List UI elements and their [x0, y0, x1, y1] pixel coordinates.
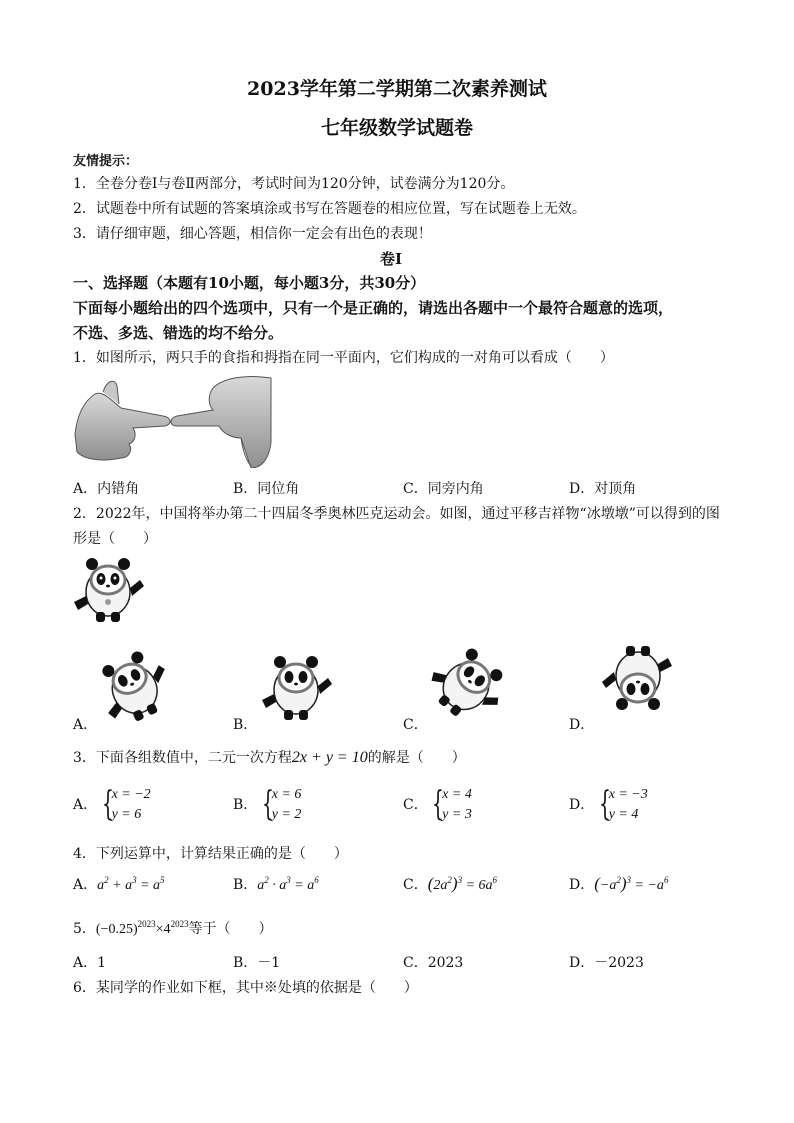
q5-exponent-2: 2023 [170, 919, 189, 929]
q1-option-c: C．同旁内角 [403, 481, 484, 497]
section-heading: 一、选择题（本题有10小题，每小题3分，共30分） [73, 274, 426, 292]
mascot-reference-image [70, 552, 146, 624]
q4-option-a [73, 874, 165, 894]
tip-item-2: 2．试题卷中所有试题的答案填涂或书写在答题卷的相应位置，写在试题卷上无效。 [73, 201, 586, 217]
q3-option-c-system: { x = 4 y = 3 [432, 784, 472, 824]
tips-heading: 友情提示： [73, 154, 139, 169]
q3-stem-prefix: 3．下面各组数值中，二元一次方程 [73, 750, 292, 766]
q3-option-b-label: B． [233, 797, 258, 813]
tip-item-3: 3．请仔细审题，细心答题，相信你一定会有出色的表现！ [73, 226, 432, 242]
q5-times-four: ×4 [155, 922, 171, 937]
section-instruction-1: 下面每小题给出的四个选项中，只有一个是正确的，请选出各题中一个最符合题意的选项， [73, 299, 674, 317]
q3-stem-suffix: 的解是（ ） [367, 750, 466, 766]
system-row: y = 2 [271, 807, 302, 822]
q3-option-a-label: A． [73, 797, 98, 813]
hands-figure [73, 372, 273, 468]
q5-option-c: C．2023 [403, 955, 464, 971]
exam-subtitle: 七年级数学试题卷 [320, 117, 473, 139]
q5-option-b: B．－1 [233, 955, 281, 971]
q4-option-a-label: A． [73, 877, 98, 893]
q2-stem-line-2: 形是（ ） [73, 531, 157, 547]
system-row: y = 6 [111, 807, 142, 822]
q5-prefix: 5． [73, 921, 96, 937]
q4-option-c-label: C． [403, 877, 428, 893]
mascot-option-a-image [95, 650, 171, 722]
system-row: x = −3 [608, 787, 648, 802]
q4-option-b-expr: $a^2 \cdot a^3 = a^6$ [257, 875, 319, 893]
q4-option-c-expr: $(2a^2)^3 = 6a^6$ [427, 874, 498, 893]
q3-option-d-label: D． [569, 797, 595, 813]
q3-option-c-label: C． [403, 797, 428, 813]
q5-suffix: 等于（ ） [188, 921, 273, 937]
q2-option-b-label: B． [233, 717, 258, 733]
q6-stem: 6．某同学的作业如下框，其中※处填的依据是（ ） [73, 980, 418, 996]
q5-option-d: D．－2023 [569, 955, 644, 971]
q1-option-a: A．内错角 [73, 481, 140, 497]
system-row: y = 4 [608, 807, 639, 822]
q4-option-b [233, 874, 319, 894]
section-instruction-2: 不选、多选、错选的均不给分。 [73, 324, 284, 342]
mascot-option-d-image [596, 636, 680, 720]
q5-stem [73, 918, 273, 938]
q2-stem-line-1: 2．2022年，中国将举办第二十四届冬季奥林匹克运动会。如图，通过平移吉祥物“冰墩墩”可以得到的图 [73, 506, 720, 522]
q4-option-a-expr: $a^2 + a^3 = a^5$ [97, 875, 165, 893]
q4-option-d-expr: $(-a^2)^3 = -a^6$ [594, 874, 669, 893]
q5-option-a: A．1 [73, 955, 107, 971]
q1-option-b: B．同位角 [233, 481, 300, 497]
q5-exponent-1: 2023 [137, 919, 156, 929]
q2-option-a-label: A． [73, 717, 98, 733]
q1-option-d: D．对顶角 [569, 481, 637, 497]
q4-stem: 4．下列运算中，计算结果正确的是（ ） [73, 846, 348, 862]
q4-option-d [569, 874, 668, 894]
q3-option-b-system: { x = 6 y = 2 [261, 784, 302, 824]
mascot-option-b-image [258, 650, 334, 722]
mascot-option-c-image [428, 645, 508, 723]
tip-item-1: 1．全卷分卷Ⅰ与卷Ⅱ两部分，考试时间为120分钟，试卷满分为120分。 [73, 176, 515, 192]
system-row: x = −2 [111, 787, 151, 802]
q4-option-b-label: B． [233, 877, 258, 893]
q4-option-c [403, 874, 497, 894]
q4-option-d-label: D． [569, 877, 595, 893]
exam-title: 2023学年第二学期第二次素养测试 [247, 78, 547, 100]
q2-option-d-label: D． [569, 717, 595, 733]
q1-stem: 1．如图所示，两只手的食指和拇指在同一平面内，它们构成的一对角可以看成（ ） [73, 350, 614, 366]
volume-label: 卷Ⅰ [380, 250, 403, 268]
system-row: y = 3 [442, 807, 472, 822]
system-row: x = 6 [271, 787, 302, 802]
q3-option-b [233, 785, 301, 825]
q3-stem [73, 747, 466, 767]
q3-option-a [73, 785, 151, 825]
q3-equation: 2x + y = 10 [291, 749, 368, 766]
q3-option-c [403, 785, 472, 825]
q3-option-d-system: { x = −3 y = 4 [598, 784, 648, 824]
q3-option-d [569, 785, 648, 825]
q5-expression [95, 919, 189, 937]
system-row: x = 4 [442, 787, 472, 802]
q5-base: (−0.25) [95, 922, 138, 937]
q2-option-c-label: C． [403, 717, 428, 733]
q3-option-a-system: { x = −2 y = 6 [101, 784, 151, 824]
